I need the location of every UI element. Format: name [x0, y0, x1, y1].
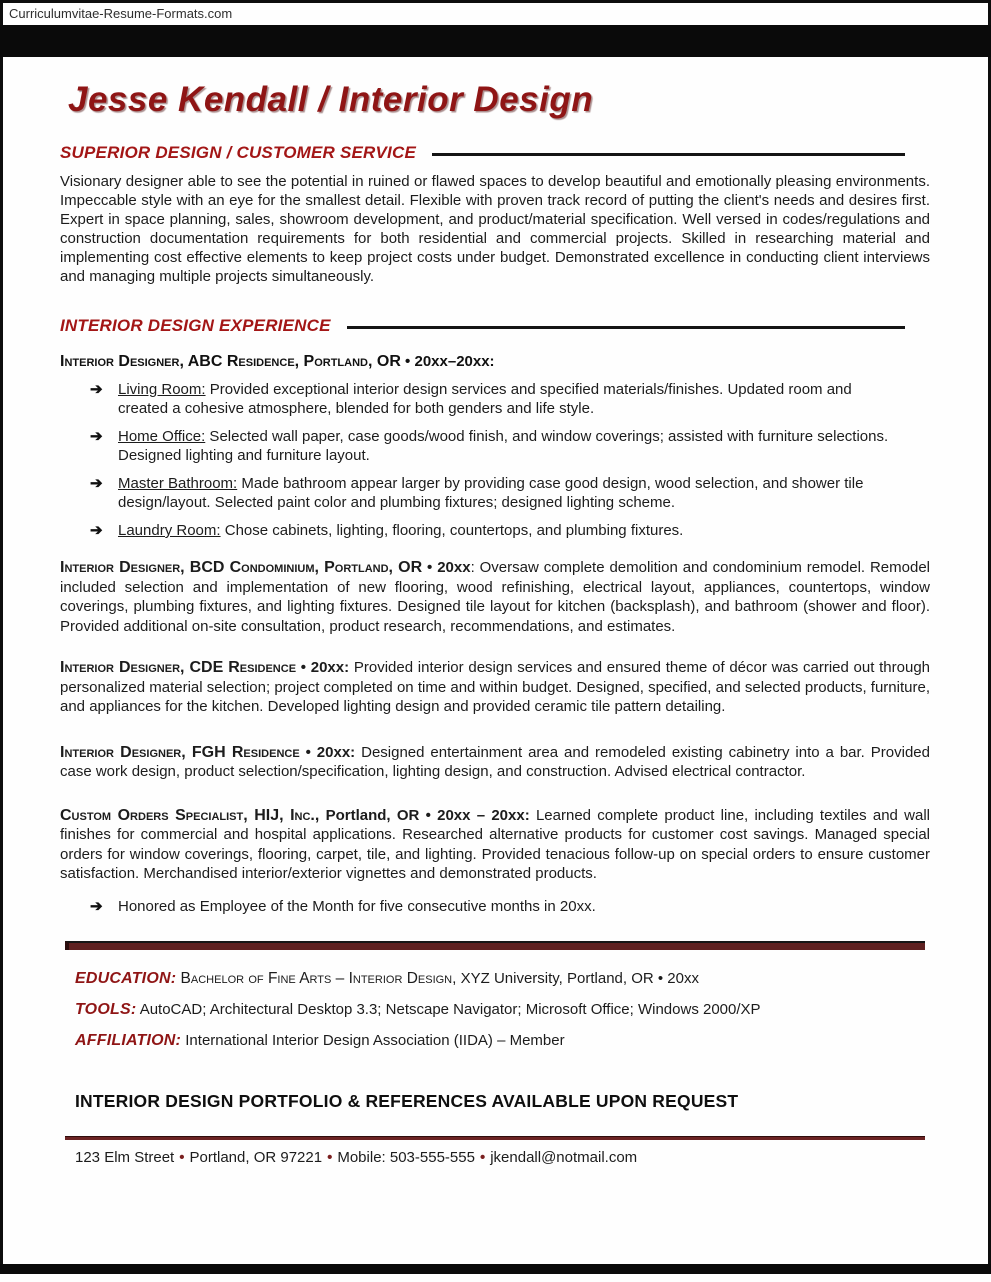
arrow-bullet-icon: ➔ [90, 897, 103, 915]
heading-rule [347, 326, 905, 329]
resume-title: Jesse Kendall / Interior Design [68, 80, 594, 119]
achievement-list [60, 897, 930, 916]
job-description: Learned complete product line, including textiles and wall finishes for commercial and hospital applications. Researched alternative products for customer cost savings. Managed special orders for window coverings, flooring, carpet, tile, and lighting. Provided tenacious follow-up on special orders to ensure customer satisfaction. Merchandised interior/exterior vignettes and demonstrated products. [60, 806, 930, 882]
job-dates: • 20xx: [299, 743, 356, 761]
tools-line [75, 1001, 930, 1019]
job-description: Provided interior design services and ensured theme of décor was carried out through personalized material selection; project completed on time and within budget. Designed, specified, and selected products, furniture, and appliances for the kitchen. Developed lighting design and provided ceramic tile pattern detailing. [60, 659, 931, 715]
contact-city: Portland, OR 97221 [189, 1148, 323, 1166]
achievement-text: Honored as Employee of the Month for five consecutive months in 20xx. [118, 897, 596, 915]
bullet-label: Laundry Room: [118, 522, 221, 539]
heading-rule [432, 153, 905, 156]
job-paragraph-cde [60, 658, 930, 717]
contact-address: 123 Elm Street [75, 1148, 175, 1166]
job-title: Custom Orders Specialist, HIJ, Inc., [60, 806, 320, 824]
top-black-band [0, 25, 991, 57]
job-heading-abc [60, 352, 930, 371]
job-bullet-list [60, 380, 930, 540]
arrow-bullet-icon: ➔ [90, 475, 103, 492]
job-title: Interior Designer, BCD Condominium, Portland, OR [60, 559, 423, 576]
bullet-text: Made bathroom appear larger by providing case good design, wood selection, and shower tile design/layout. Selected paint color and plumbing fixtures; designed lighting scheme. [118, 475, 864, 511]
job-location-dates: Portland, OR • 20xx – 20xx: [319, 806, 530, 824]
list-item [60, 474, 905, 512]
list-item [60, 427, 905, 465]
dot-separator-icon: • [327, 1148, 333, 1166]
summary-section-header [60, 143, 930, 163]
bottom-black-band [0, 1264, 991, 1274]
credentials-block [60, 970, 930, 1050]
bullet-label: Home Office: [118, 428, 206, 445]
job-paragraph-bcd [60, 558, 930, 636]
list-item [60, 380, 905, 418]
job-paragraph-hij [60, 806, 930, 884]
experience-section-header [60, 316, 930, 336]
watermark: Curriculumvitae-Resume-Formats.com [9, 6, 233, 21]
job-dates: • 20xx–20xx: [400, 353, 495, 370]
list-item [60, 897, 905, 916]
bullet-label: Living Room: [118, 381, 206, 398]
dot-separator-icon: • [479, 1148, 486, 1166]
section-divider-bar [65, 941, 925, 950]
credential-label: TOOLS: [75, 1000, 137, 1018]
affiliation-line [75, 1032, 930, 1050]
credential-label: EDUCATION: [75, 969, 177, 987]
credential-text: International Interior Design Association (IIDA) – Member [181, 1031, 565, 1049]
credential-label: AFFILIATION: [75, 1031, 182, 1049]
credential-text: XYZ University, Portland, OR • 20xx [456, 969, 699, 987]
education-line [75, 970, 930, 988]
portfolio-note: INTERIOR DESIGN PORTFOLIO & REFERENCES AVAILABLE UPON REQUEST [75, 1090, 739, 1111]
summary-paragraph: Visionary designer able to see the potential in ruined or flawed spaces to develop beautiful and emotionally pleasing environments. Impeccable style with an eye for the smallest detail. Flexible with proven track record of putting the client's needs and desires first. Expert in space planning, sales, showroom development, and product/material specification. Well versed in codes/regulations and construction documentation requirements for both residential and commercial projects. Skilled in researching material and implementing cost effective elements to keep project costs under budget. Demonstrated excellence in conducting client interviews and managing multiple projects simultaneously. [60, 173, 930, 285]
page-top-border [0, 0, 991, 3]
page-content [0, 80, 991, 1166]
contact-mobile: Mobile: 503-555-555 [337, 1148, 475, 1166]
job-dates: • 20xx [422, 559, 471, 576]
bullet-label: Master Bathroom: [118, 475, 238, 492]
dot-separator-icon: • [179, 1148, 185, 1166]
arrow-bullet-icon: ➔ [90, 522, 103, 539]
bullet-text: Provided exceptional interior design services and specified materials/finishes. Updated room and created a cohesive atmosphere, blended for both genders and life style. [118, 381, 852, 417]
job-description: : Oversaw complete demolition and condominium remodel. Remodel included selection and implementation of new flooring, wood refinishing, electrical layout, appliances, countertops, window coverings, plumbing fixtures, and lighting fixtures. Designed tile layout for kitchen (backsplash), and bathroom (shower and floor). Provided additional on-site consultation, product research, recommendations, and estimates. [60, 559, 930, 635]
list-item [60, 521, 905, 540]
job-description: Designed entertainment area and remodeled existing cabinetry into a bar. Provided case work design, product selection/specification, lighting design, and construction. Advised electrical contractor. [60, 743, 930, 780]
bullet-text: Chose cabinets, lighting, flooring, countertops, and plumbing fixtures. [220, 522, 684, 539]
arrow-bullet-icon: ➔ [90, 381, 103, 398]
summary-heading: SUPERIOR DESIGN / CUSTOMER SERVICE [60, 143, 416, 162]
contact-email: jkendall@notmail.com [490, 1148, 638, 1166]
job-paragraph-fgh [60, 743, 930, 782]
job-title: Interior Designer, CDE Residence [60, 659, 297, 676]
job-dates: • 20xx: [296, 659, 350, 676]
credential-text: AutoCAD; Architectural Desktop 3.3; Netscape Navigator; Microsoft Office; Windows 2000/XP [136, 1000, 761, 1018]
arrow-bullet-icon: ➔ [90, 428, 103, 445]
job-title: Interior Designer, ABC Residence, Portland, OR [60, 353, 401, 370]
bullet-text: Selected wall paper, case goods/wood finish, and window coverings; assisted with furniture selections. Designed lighting and furniture layout. [118, 428, 889, 464]
job-title: Interior Designer, FGH Residence [60, 743, 300, 761]
contact-line [75, 1149, 930, 1166]
footer-divider-bar [65, 1136, 925, 1140]
experience-heading: INTERIOR DESIGN EXPERIENCE [60, 316, 331, 335]
credential-degree: Bachelor of Fine Arts – Interior Design, [176, 969, 457, 987]
